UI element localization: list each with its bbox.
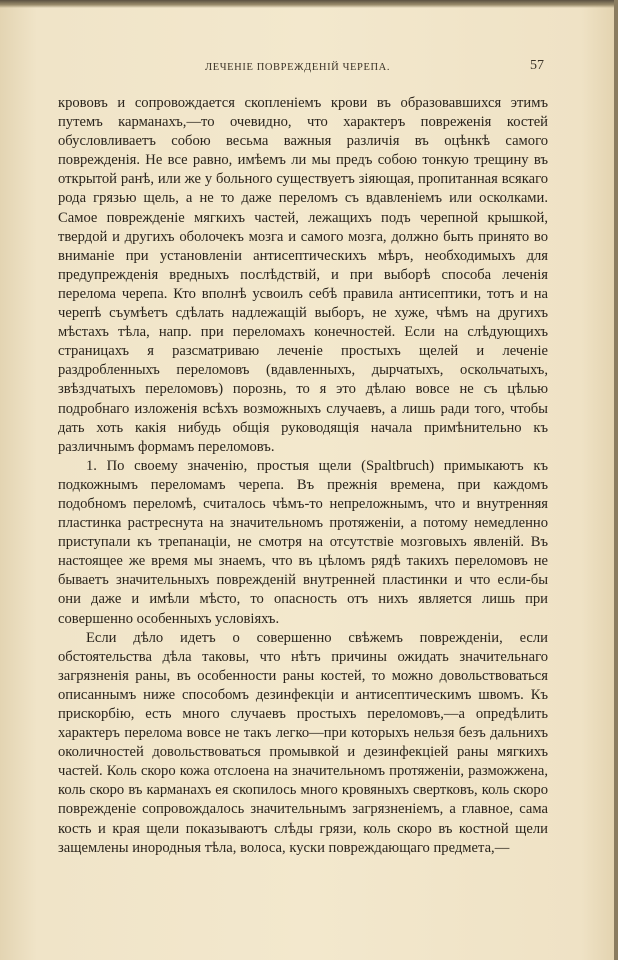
- page-header: [0, 58, 618, 80]
- page-right-edge: [614, 0, 618, 960]
- paragraph-fresh-injury: Если дѣло идетъ о совершенно свѣжемъ поврежденіи, если обстоятельства дѣла таковы, что нѣтъ причины ожидать значительнаго загрязненія раны, въ особенности раны костей, то можно довольствоваться описаннымъ ниже способомъ дезинфекціи и антисептическимъ швомъ. Къ прискорбію, есть много случаевъ простыхъ переломовъ,—а опредѣлить характеръ перелома вовсе не такъ легко—при которыхъ нельзя безъ дальнихъ околичностей довольствоваться промывкой и дезинфекціей раны мягкихъ частей. Коль скоро кожа отслоена на значительномъ протяженіи, разможжена, коль скоро въ карманахъ ея скопилось много кровяныхъ свертковъ, коль скоро поврежденіе сопровождалось значительнымъ загрязненіемъ, а главное, сама кость и края щели показываютъ слѣды грязи, коль скоро въ костной щели защемлены инородныя тѣла, волоса, куски повреждающаго предмета,—: [58, 629, 548, 856]
- running-head: ЛЕЧЕНІЕ ПОВРЕЖДЕНІЙ ЧЕРЕПА.: [205, 62, 391, 73]
- paragraph-simple-fractures: 1. По своему значенію, простыя щели (Spaltbruch) примыкаютъ къ подкожнымъ переломамъ черепа. Въ прежнія времена, при каждомъ подобномъ переломѣ, считалось чѣмъ-то непреложнымъ, что и внутренняя пластинка растреснута на значительномъ протяженіи, а потому немедленно приступали къ трепанаціи, не смотря на отсутствіе мозговыхъ явленій. Въ настоящее же время мы знаемъ, что въ цѣломъ рядѣ такихъ переломовъ не бываетъ значительныхъ поврежденій внутренней пластинки и что если-бы они даже и имѣли мѣсто, то опасность отъ нихъ является лишь при совершенно особенныхъ условіяхъ.: [58, 457, 548, 627]
- page-top-shadow: [0, 0, 618, 8]
- body-text: [58, 94, 548, 858]
- page-number: 57: [530, 58, 544, 73]
- paragraph-continuation: крововъ и сопровождается скопленіемъ крови въ образовавшихся этимъ путемъ карманахъ,—то очевидно, что характеръ повреженія костей обусловливаетъ собою весьма важныя различія въ оцѣнкѣ самого поврежденія. Не все равно, имѣемъ ли мы предъ собою тонкую трещину въ открытой ранѣ, или же у больного существуетъ зіяющая, пропитанная всякаго рода грязью щель, а не то даже переломъ съ вдавленіемъ или осколками. Самое поврежденіе мягкихъ частей, лежащихъ подъ черепной крышкой, твердой и другихъ оболочекъ мозга и самого мозга, должно быть принято во вниманіе при установленіи антисептическихъ мѣръ, необходимыхъ для предупрежденія вредныхъ послѣдствій, и при выборѣ способа леченія перелома черепа. Кто вполнѣ усвоилъ себѣ правила антисептики, тотъ и на черепѣ съумѣетъ сдѣлать надлежащій выборъ, не хуже, чѣмъ на другихъ мѣстахъ тѣла, напр. при переломахъ конечностей. Если на слѣдующихъ страницахъ я разсматриваю леченіе простыхъ щелей и леченіе раздробленныхъ переломовъ (вдавленныхъ, дырчатыхъ, оскольчатыхъ, звѣздчатыхъ переломовъ) порознь, то я это дѣлаю вовсе не съ цѣлью подробнаго изложенія всѣхъ возможныхъ случаевъ, а лишь ради того, чтобы дать хоть какія нибудь общія руководящія начала примѣнительно къ различнымъ формамъ переломовъ.: [58, 95, 548, 455]
